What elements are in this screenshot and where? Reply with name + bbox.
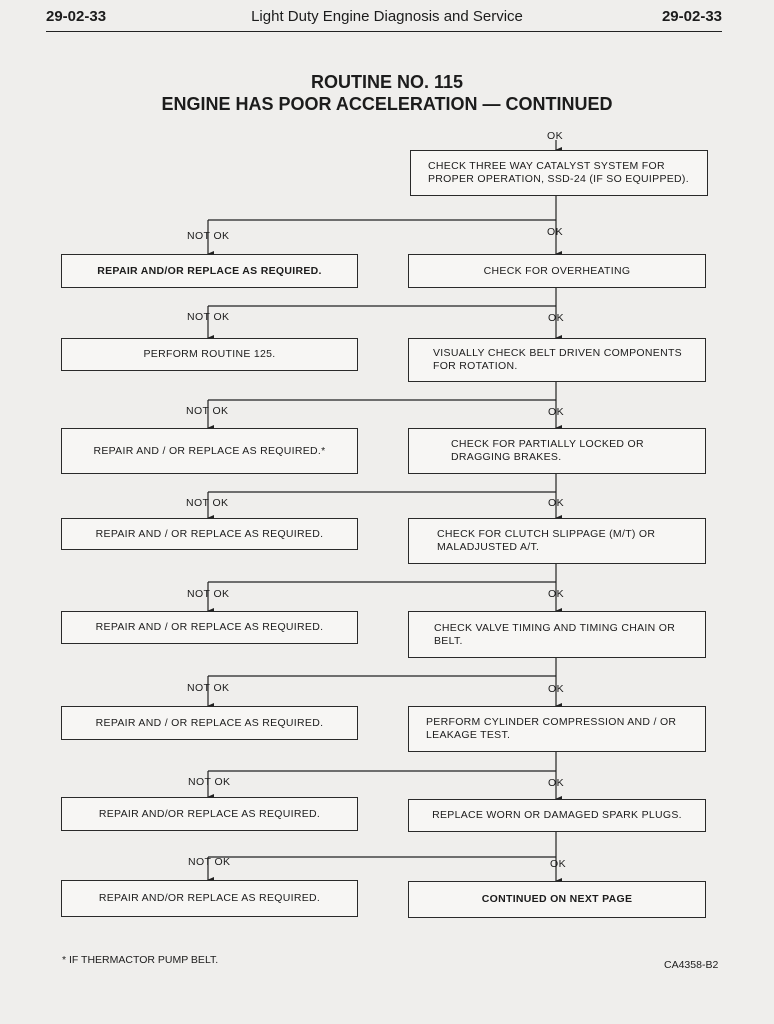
footnote: * IF THERMACTOR PUMP BELT. xyxy=(62,954,219,966)
page-number-left: 29-02-33 xyxy=(46,8,107,25)
ok-label-4: OK xyxy=(548,497,564,509)
check-box-catalyst: CHECK THREE WAY CATALYST SYSTEM FOR PROPER OPERATION, SSD-24 (IF SO EQUIPPED). xyxy=(410,150,708,196)
action-box-repair-7: REPAIR AND/OR REPLACE AS REQUIRED. xyxy=(61,797,358,831)
check-box-spark-plugs: REPLACE WORN OR DAMAGED SPARK PLUGS. xyxy=(408,799,706,832)
ok-label-7: OK xyxy=(548,777,564,789)
action-box-repair-1: REPAIR AND/OR REPLACE AS REQUIRED. xyxy=(61,254,358,288)
check-box-belt-driven: VISUALLY CHECK BELT DRIVEN COMPONENTS FOR ROTATION. xyxy=(408,338,706,382)
not-ok-label-4: NOT OK xyxy=(186,497,229,509)
ok-label-3: OK xyxy=(548,406,564,418)
not-ok-label-3: NOT OK xyxy=(186,405,229,417)
not-ok-label-8: NOT OK xyxy=(188,856,231,868)
routine-title: ROUTINE NO. 115 xyxy=(310,72,464,92)
page-number-right: 29-02-33 xyxy=(661,8,722,25)
not-ok-label-1: NOT OK xyxy=(187,230,230,242)
action-box-routine-125: PERFORM ROUTINE 125. xyxy=(61,338,358,371)
action-box-repair-8: REPAIR AND/OR REPLACE AS REQUIRED. xyxy=(61,880,358,917)
check-box-compression: PERFORM CYLINDER COMPRESSION AND / OR LEAKAGE TEST. xyxy=(408,706,706,752)
continued-next-page-box: CONTINUED ON NEXT PAGE xyxy=(408,881,706,918)
check-box-valve-timing: CHECK VALVE TIMING AND TIMING CHAIN OR BELT. xyxy=(408,611,706,658)
ok-label-5: OK xyxy=(548,588,564,600)
ok-label-6: OK xyxy=(548,683,564,695)
check-box-overheating: CHECK FOR OVERHEATING xyxy=(408,254,706,288)
check-box-clutch: CHECK FOR CLUTCH SLIPPAGE (M/T) OR MALADJUSTED A/T. xyxy=(408,518,706,564)
ok-label-2: OK xyxy=(548,312,564,324)
figure-code: CA4358-B2 xyxy=(664,959,719,971)
action-box-repair-6: REPAIR AND / OR REPLACE AS REQUIRED. xyxy=(61,706,358,740)
action-box-repair-3: REPAIR AND / OR REPLACE AS REQUIRED.* xyxy=(61,428,358,474)
not-ok-label-7: NOT OK xyxy=(188,776,231,788)
not-ok-label-5: NOT OK xyxy=(187,588,230,600)
ok-label-8: OK xyxy=(550,858,566,870)
action-box-repair-4: REPAIR AND / OR REPLACE AS REQUIRED. xyxy=(61,518,358,550)
check-box-brakes: CHECK FOR PARTIALLY LOCKED OR DRAGGING BRAKES. xyxy=(408,428,706,474)
routine-subtitle: ENGINE HAS POOR ACCELERATION — CONTINUED xyxy=(161,94,613,114)
section-title: Light Duty Engine Diagnosis and Service xyxy=(251,8,523,25)
entry-ok-label: OK xyxy=(547,130,563,142)
action-box-repair-5: REPAIR AND / OR REPLACE AS REQUIRED. xyxy=(61,611,358,644)
not-ok-label-2: NOT OK xyxy=(187,311,230,323)
ok-label-1: OK xyxy=(547,226,563,238)
not-ok-label-6: NOT OK xyxy=(187,682,230,694)
